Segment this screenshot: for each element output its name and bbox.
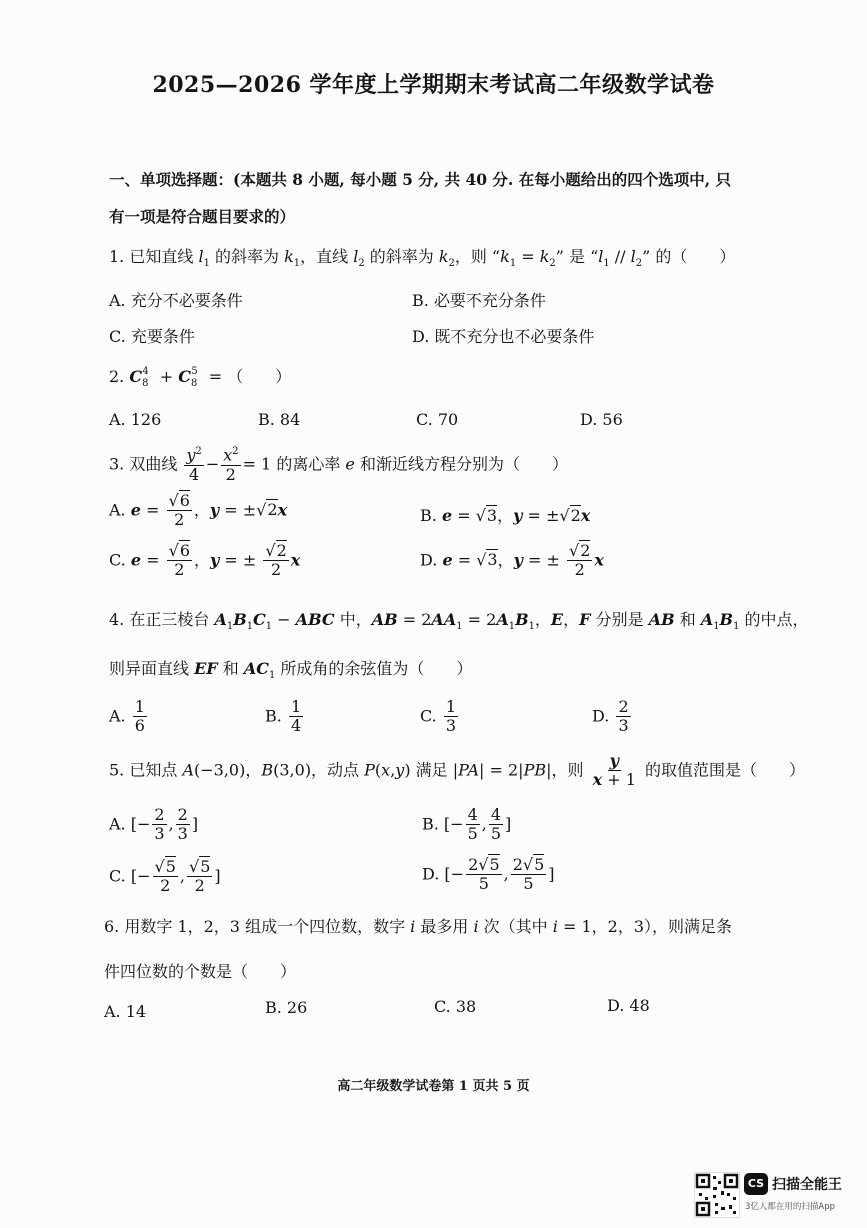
question-1 [109,244,735,269]
question-5: 5. 已知点 A(−3,0)，B(3,0)，动点 P(x,y) 满足 |PA| = 2|PB|，则 $\frac{y}{x + 1}$ 的取值范围是（ ） [109,751,805,790]
q6-option-d: D. 48 [607,996,650,1015]
q5-option-d: D. [− $\frac{2√5}{5}$ , $\frac{2√5}{5}$ ] [422,855,555,894]
q1-option-d: D. 既不充分也不必要条件 [412,327,595,346]
q5-option-b: B. [− $\frac{4}{5}$ , $\frac{4}{5}$ ] [422,805,512,844]
q4-option-c: C. $\frac{1}{3}$ [420,697,457,736]
question-2: 2. $C_8^4 + C_8^5$ = （ ） [109,365,292,390]
section-heading: 一、单项选择题：(本题共 8 小题, 每小题 5 分, 共 40 分. 在每小题给出的四个选项中, 只 [109,170,732,189]
q6-option-b: B. 26 [265,998,308,1017]
q4-option-a: A. $\frac{1}{6}$ [109,697,145,736]
question-4-cont: 则异面直线 EF 和 $AC_1$ 所成角的余弦值为（ ） [109,659,473,682]
q3-option-a: A. e = $\frac{√6}{2}$ ，y = ±√2x [109,491,288,530]
q5-option-a: A. [− $\frac{2}{3}$ , $\frac{2}{3}$ ] [109,805,199,844]
q1-option-c: C. 充要条件 [109,327,195,346]
question-6: 6. 用数字 1，2，3 组成一个四位数，数字 i 最多用 i 次（其中 i = 1，2，3），则满足条 [104,917,733,936]
q2-option-a: A. 126 [109,410,162,429]
q1-option-b: B. 必要不充分条件 [412,291,546,310]
question-3: 3. 双曲线 $\frac{y^2}{4}$ − $\frac{x^2}{2}$ = 1 的离心率 e 和渐近线方程分别为（ ） [109,445,568,484]
q2-option-c: C. 70 [416,410,459,429]
q4-option-b: B. $\frac{1}{4}$ [265,697,302,736]
q6-option-a: A. 14 [104,1002,147,1021]
question-4: 4. 在正三棱台 $A_1B_1C_1$ − ABC 中，AB = $2AA_1 = 2A_1B_1$，E，F 分别是 AB 和 $A_1B_1$ 的中点， [109,610,809,633]
page-title: 2025—2026 学年度上学期期末考试高二年级数学试卷 [152,72,715,98]
q3-option-c: C. e = $\frac{√6}{2}$ ，y = ± $\frac{√2}{2}$ x [109,541,301,580]
q2-option-b: B. 84 [258,410,301,429]
question-1-text: 1. 已知直线 $l_1$ 的斜率为 $k_1$，直线 $l_2$ 的斜率为 $k_2$，则 “$k_1 = k_2$” 是 “$l_1 // l_2$” 的（ ） [109,247,736,270]
camscanner-logo: CS [744,1173,768,1195]
question-6-cont: 件四位数的个数是（ ） [104,962,297,981]
section-heading-cont: 有一项是符合题目要求的） [109,207,296,226]
page-footer: 高二年级数学试卷第 1 页共 5 页 [337,1079,530,1094]
q1-option-a: A. 充分不必要条件 [109,291,243,310]
qr-code-icon [694,1172,740,1218]
camscanner-slogan: 3亿人都在用的扫描App [745,1202,836,1212]
q2-option-d: D. 56 [580,410,623,429]
camscanner-name: 扫描全能王 [772,1177,842,1193]
q6-option-c: C. 38 [434,997,477,1016]
q3-option-b: B. e = √3，y = ±√2x [420,506,591,525]
q5-option-c: C. [− $\frac{√5}{2}$ , $\frac{√5}{2}$ ] [109,857,221,896]
q4-option-d: D. $\frac{2}{3}$ [592,697,629,736]
q3-option-d: D. e = √3，y = ± $\frac{√2}{2}$ x [420,541,604,580]
